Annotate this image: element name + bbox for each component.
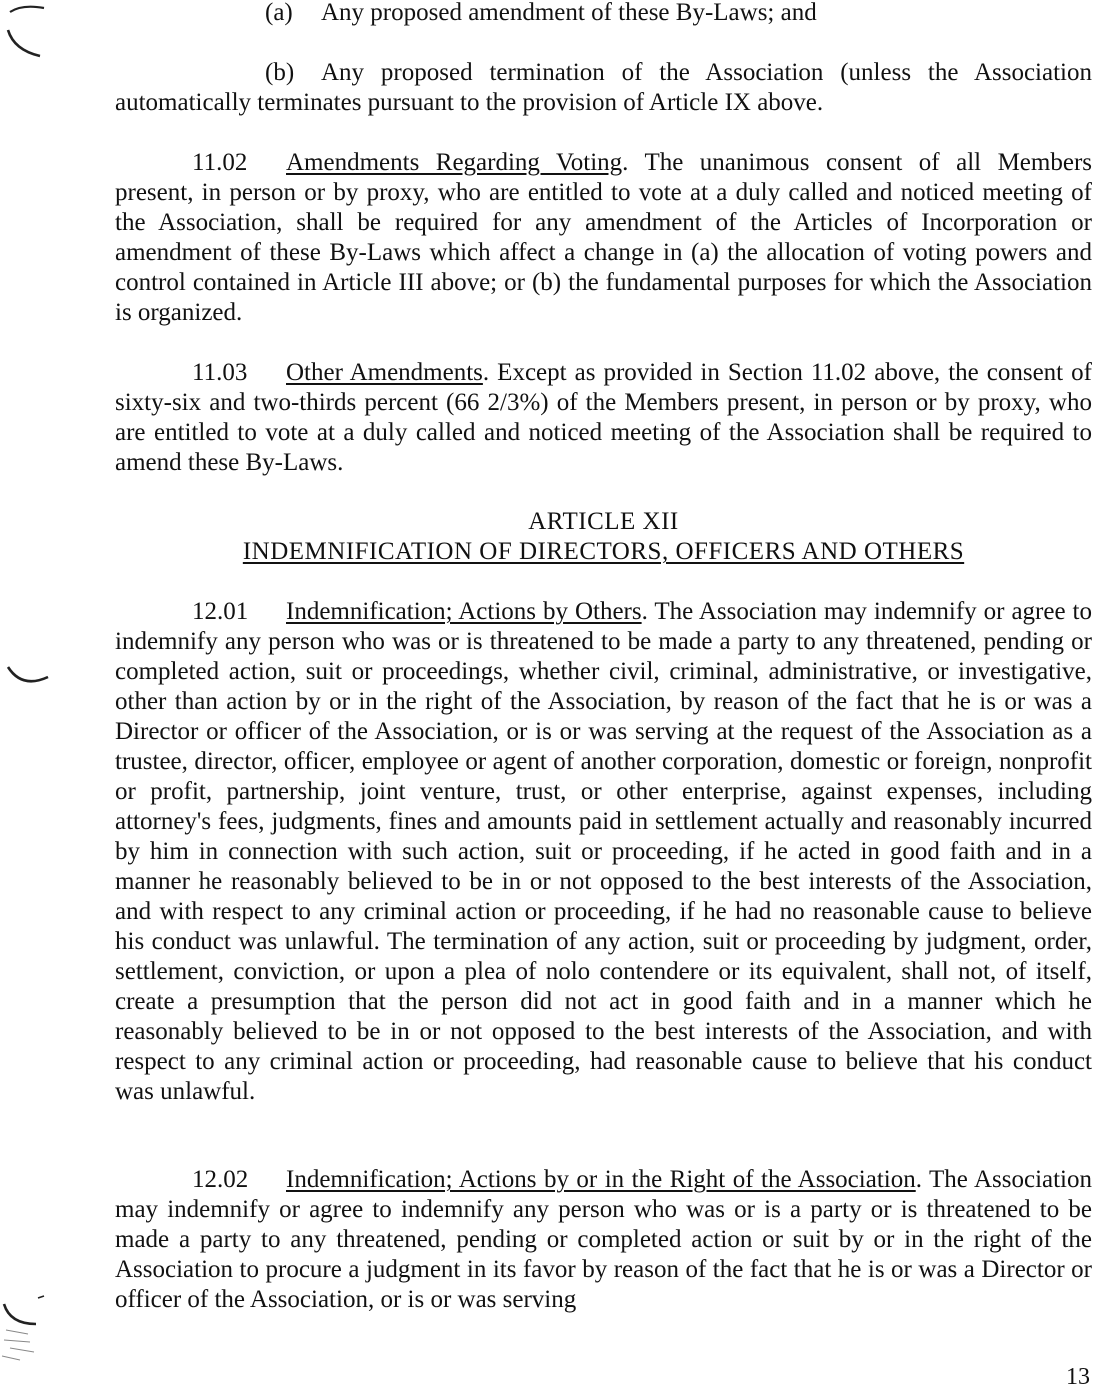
list-item-a-text: Any proposed amendment of these By-Laws; and bbox=[321, 0, 817, 26]
section-12-02-body: . The Association may indemnify or agree to indemnify any person who was or is a party or is threatened to be made a party to any threatened, pending or completed action or suit by or in the right of the Association to procure a judgment in its favor by reason of the fact that he is or was a Director or officer of the Association, or is or was serving bbox=[115, 1166, 1093, 1313]
article-title-text: INDEMNIFICATION OF DIRECTORS, OFFICERS AND OTHERS bbox=[242, 538, 965, 565]
section-11-02 bbox=[115, 148, 1092, 328]
section-11-02-title: Amendments Regarding Voting bbox=[286, 149, 623, 176]
list-item-b-first-line bbox=[265, 58, 1092, 88]
article-label: ARTICLE XII bbox=[528, 508, 679, 535]
section-11-03-number: 11.03 bbox=[192, 359, 248, 386]
list-item-b-text-first: Any proposed termination of the Association (unless the Association bbox=[321, 59, 1092, 86]
section-11-02-body: . The unanimous consent of all Members present, in person or by proxy, who are entitled to vote at a duly called and noticed meeting of the Association, shall be required for any amendment of the Articles of Incorporation or amendment of these By-Laws which affect a change in (a) the allocation of voting powers and control contained in Article III above; or (b) the fundamental purposes for which the Association is organized. bbox=[115, 149, 1092, 326]
section-12-01 bbox=[115, 597, 1092, 1107]
section-11-03-title: Other Amendments bbox=[286, 359, 483, 386]
article-title bbox=[115, 537, 1092, 567]
list-item-b-continuation: automatically terminates pursuant to the provision of Article IX above. bbox=[115, 89, 824, 116]
section-12-01-body: . The Association may indemnify or agree to indemnify any person who was or is threatened to be made a party to any threatened, pending or completed action, suit or proceedings, whether civil, criminal, administrative, or investigative, other than action by or in the right of the Association, by reason of the fact that he is or was a Director or officer of the Association, or is or was serving at the request of the Association as a trustee, director, officer, employee or agent of another corporation, domestic or foreign, nonprofit or profit, partnership, joint venture, trust, or other enterprise, against expenses, including attorney's fees, judgments, fines and amounts paid in settlement actually and reasonably incurred by him in connection with such action, suit or proceeding, if he acted in good faith and in a manner he reasonably believed to be in or not opposed to the best interests of the Association, and with respect to any criminal action or proceeding, if he had no reasonable cause to believe his conduct was unlawful. The termination of any action, suit or proceeding by judgment, order, settlement, conviction, or upon a plea of nolo contendere or its equivalent, shall not, of itself, create a presumption that the person did not act in good faith and in a manner which he reasonably believed to be in or not opposed to the best interests of the Association, and with respect to any criminal action or proceeding, had reasonable cause to believe that his conduct was unlawful. bbox=[115, 598, 1093, 1105]
section-11-03-body: . Except as provided in Section 11.02 above, the consent of sixty-six and two-thirds percent (66 2/3%) of the Members present, in person or by proxy, who are entitled to vote at a duly called and noticed meeting of the Association shall be required to amend these By-Laws. bbox=[115, 359, 1092, 476]
section-11-02-number: 11.02 bbox=[192, 149, 248, 176]
section-11-03 bbox=[115, 358, 1092, 478]
binder-hole-mark-middle bbox=[0, 655, 60, 695]
section-12-02-number: 12.02 bbox=[192, 1166, 249, 1193]
list-item-b-label: (b) bbox=[265, 59, 295, 86]
list-item-a-label: (a) bbox=[265, 0, 293, 26]
page-number: 13 bbox=[1066, 1364, 1090, 1390]
list-item-a bbox=[265, 0, 817, 28]
binder-hole-mark-top bbox=[0, 0, 60, 70]
binder-hole-mark-bottom bbox=[0, 1290, 60, 1370]
section-12-01-title: Indemnification; Actions by Others bbox=[286, 598, 642, 625]
section-12-01-number: 12.01 bbox=[192, 598, 249, 625]
section-12-02-title: Indemnification; Actions by or in the Right of the Association bbox=[286, 1166, 916, 1193]
section-12-02 bbox=[115, 1165, 1092, 1315]
